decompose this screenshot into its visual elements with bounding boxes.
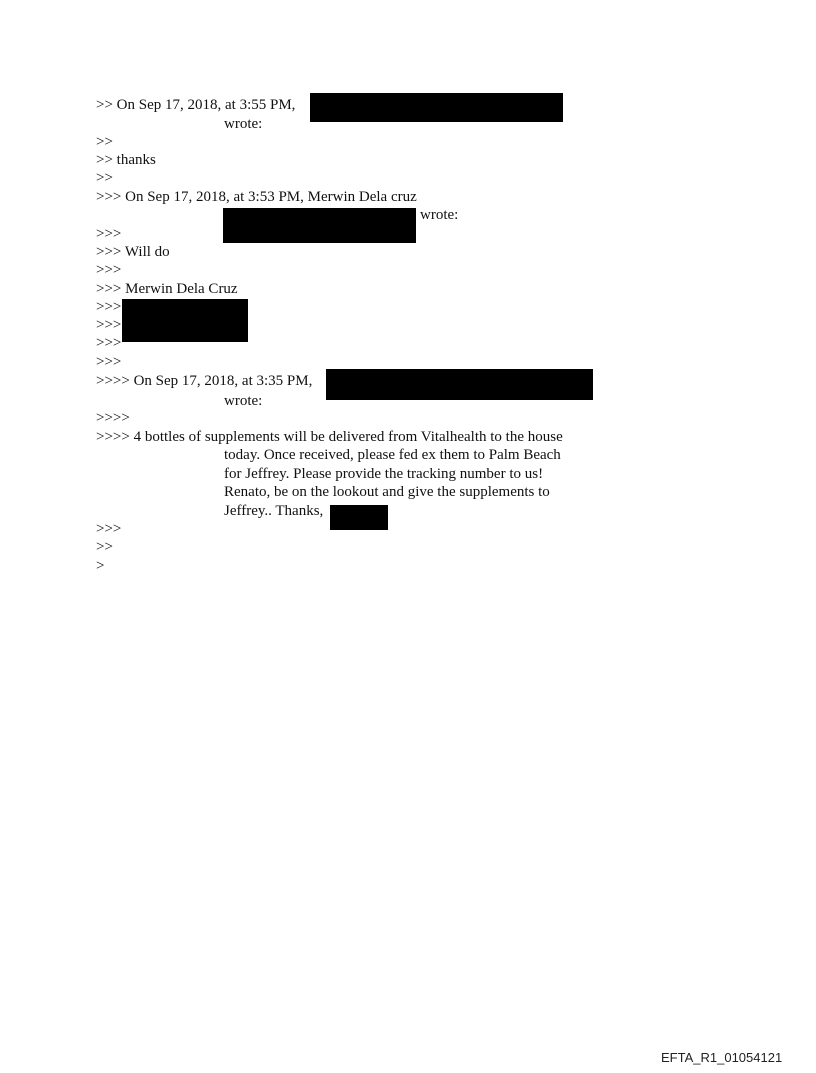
quote-line: >> [96, 134, 113, 150]
redaction-box [330, 505, 388, 530]
quote-line: >>> [96, 354, 122, 370]
quote-line: >>> Will do [96, 244, 170, 260]
quote-line: > [96, 558, 105, 574]
redaction-box [223, 208, 416, 243]
quote-header-line: >> On Sep 17, 2018, at 3:55 PM, [96, 97, 296, 113]
message-body-line: Renato, be on the lookout and give the supplements to [224, 484, 550, 500]
quote-line: >>> [96, 262, 122, 278]
quote-header-line: >>> On Sep 17, 2018, at 3:53 PM, Merwin Dela cruz [96, 189, 417, 205]
document-id: EFTA_R1_01054121 [661, 1050, 783, 1065]
quote-line: >>>> [96, 410, 130, 426]
redaction-box [326, 369, 593, 400]
quote-line: >>> [96, 226, 122, 242]
quote-line: >> [96, 170, 113, 186]
quote-line: >> thanks [96, 152, 156, 168]
quote-line: >> [96, 539, 113, 555]
quote-wrote-line: wrote: [224, 393, 263, 409]
quote-line: >>> [96, 317, 122, 333]
message-body-line: for Jeffrey. Please provide the tracking number to us! [224, 466, 544, 482]
message-body-line: today. Once received, please fed ex them to Palm Beach [224, 447, 561, 463]
quote-wrote-line: wrote: [420, 207, 459, 223]
message-body-line: >>>> 4 bottles of supplements will be delivered from Vitalhealth to the house [96, 429, 563, 445]
quote-line: >>> [96, 299, 122, 315]
redaction-box [310, 93, 563, 122]
signature-name-line: >>> Merwin Dela Cruz [96, 281, 238, 297]
quote-header-line: >>>> On Sep 17, 2018, at 3:35 PM, [96, 373, 313, 389]
quote-line: >>> [96, 335, 122, 351]
redaction-box [122, 299, 248, 342]
message-body-line: Jeffrey.. Thanks, [224, 503, 324, 519]
quote-line: >>> [96, 521, 122, 537]
quote-wrote-line: wrote: [224, 116, 263, 132]
